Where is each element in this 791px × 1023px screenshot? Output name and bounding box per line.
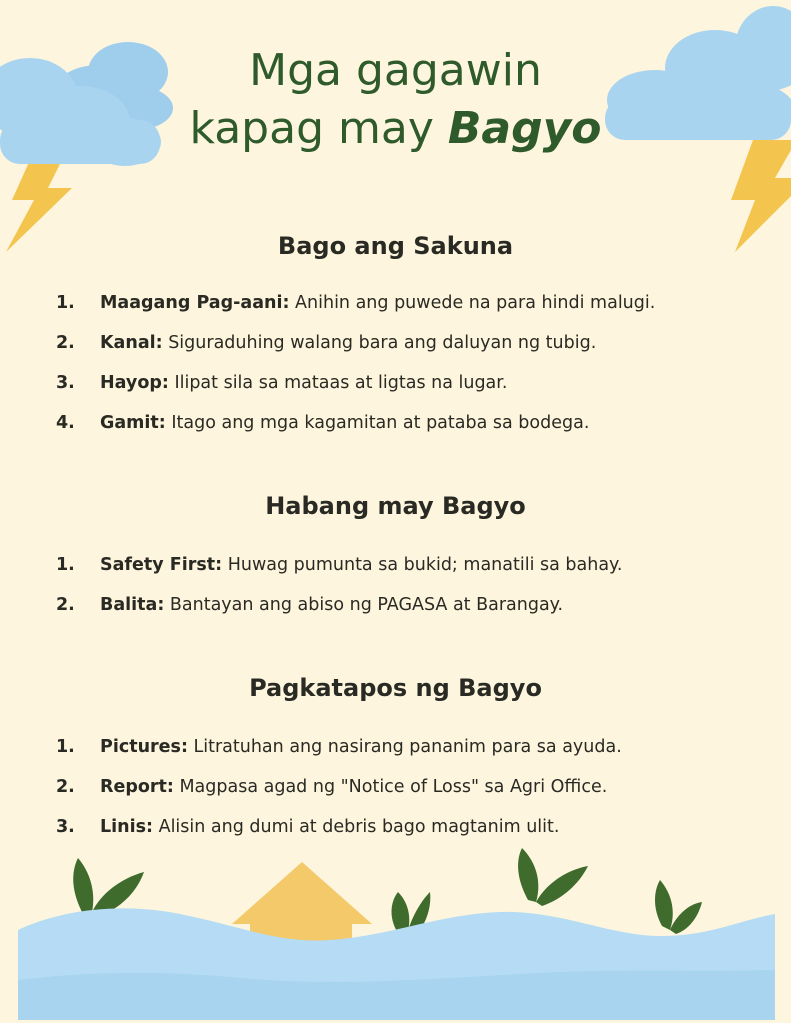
item-text xyxy=(100,330,596,356)
item-text xyxy=(100,592,563,618)
item-keyword: Kanal: xyxy=(100,333,163,353)
item-text xyxy=(100,774,607,800)
item-description: Siguraduhing walang bara ang daluyan ng tubig. xyxy=(162,333,597,353)
plant-icon xyxy=(655,880,702,934)
item-keyword: Safety First: xyxy=(100,555,223,575)
item-number: 2. xyxy=(56,777,75,797)
plant-icon xyxy=(73,858,144,916)
item-description: Itago ang mga kagamitan at pataba sa bodega. xyxy=(165,413,590,433)
item-text xyxy=(100,290,655,316)
item-text xyxy=(100,552,622,578)
item-keyword: Linis: xyxy=(100,817,154,837)
section-heading-habang: Habang may Bagyo xyxy=(265,492,526,520)
item-description: Magpasa agad ng "Notice of Loss" sa Agri Office. xyxy=(173,777,608,797)
item-number: 1. xyxy=(56,737,75,757)
item-number: 3. xyxy=(56,817,75,837)
item-description: Litratuhan ang nasirang pananim para sa ayuda. xyxy=(187,737,622,757)
title-line-2 xyxy=(0,100,791,158)
item-text xyxy=(100,814,559,840)
item-keyword: Pictures: xyxy=(100,737,188,757)
item-keyword: Maagang Pag-aani: xyxy=(100,293,290,313)
item-description: Bantayan ang abiso ng PAGASA at Barangay. xyxy=(164,595,564,615)
item-text xyxy=(100,370,507,396)
item-text xyxy=(100,734,622,760)
item-number: 1. xyxy=(56,293,75,313)
flood-illustration xyxy=(0,840,791,1023)
title-prefix: kapag may xyxy=(189,103,448,154)
title-line-1: Mga gagawin xyxy=(249,45,542,96)
item-description: Anihin ang puwede na para hindi malugi. xyxy=(289,293,656,313)
item-keyword: Balita: xyxy=(100,595,165,615)
item-number: 2. xyxy=(56,595,75,615)
item-number: 4. xyxy=(56,413,75,433)
poster-title xyxy=(0,42,791,158)
item-number: 3. xyxy=(56,373,75,393)
section-heading-bago: Bago ang Sakuna xyxy=(277,232,514,260)
plant-icon xyxy=(518,848,588,906)
item-keyword: Gamit: xyxy=(100,413,166,433)
item-number: 1. xyxy=(56,555,75,575)
item-keyword: Report: xyxy=(100,777,174,797)
item-description: Ilipat sila sa mataas at ligtas na lugar. xyxy=(168,373,508,393)
item-description: Alisin ang dumi at debris bago magtanim ulit. xyxy=(153,817,560,837)
item-description: Huwag pumunta sa bukid; manatili sa bahay. xyxy=(222,555,623,575)
item-text xyxy=(100,410,589,436)
title-emphasis: Bagyo xyxy=(447,103,602,154)
item-number: 2. xyxy=(56,333,75,353)
item-keyword: Hayop: xyxy=(100,373,169,393)
section-heading-pagkatapos: Pagkatapos ng Bagyo xyxy=(249,674,542,702)
